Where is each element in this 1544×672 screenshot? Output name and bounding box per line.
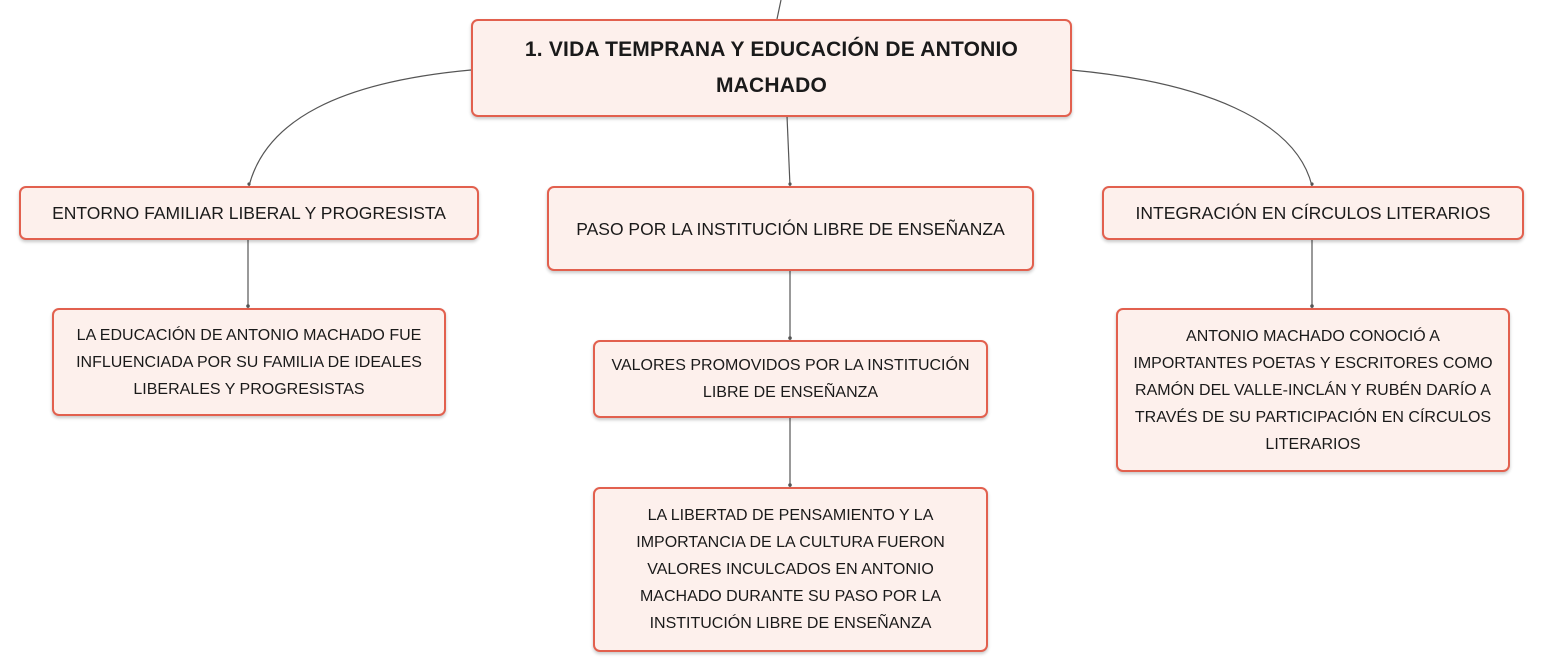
subtopic-educacion-familia[interactable]: [52, 308, 446, 416]
connector-root-to-paso: [787, 116, 790, 186]
topic-entorno-familiar-label: ENTORNO FAMILIAR LIBERAL Y PROGRESISTA: [52, 203, 446, 223]
subtopic-libertad-pensamiento-label: LA LIBERTAD DE PENSAMIENTO Y LA IMPORTANCIA DE LA CULTURA FUERON VALORES INCULCADOS EN ANTONIO MACHADO DURANTE SU PASO POR LA INSTITUCIÓN LIBRE DE ENSEÑANZA: [636, 507, 945, 632]
connector-root-to-integracion: [1071, 70, 1312, 186]
topic-institucion-libre[interactable]: [547, 186, 1034, 271]
connector-parent-to-root: [777, 0, 781, 19]
subtopic-valores-promovidos[interactable]: [593, 340, 988, 418]
connector-root-to-entorno: [249, 70, 471, 186]
subtopic-libertad-pensamiento[interactable]: [593, 487, 988, 652]
root-topic-label: 1. VIDA TEMPRANA Y EDUCACIÓN DE ANTONIO MACHADO: [524, 38, 1019, 97]
root-topic[interactable]: [471, 19, 1072, 117]
topic-circulos-literarios[interactable]: [1102, 186, 1524, 240]
topic-entorno-familiar[interactable]: [19, 186, 479, 240]
subtopic-educacion-familia-label: LA EDUCACIÓN DE ANTONIO MACHADO FUE INFLUENCIADA POR SU FAMILIA DE IDEALES LIBERALES Y PROGRESISTAS: [76, 326, 422, 398]
subtopic-poetas-escritores[interactable]: [1116, 308, 1510, 472]
topic-institucion-libre-label: PASO POR LA INSTITUCIÓN LIBRE DE ENSEÑANZA: [576, 218, 1005, 239]
subtopic-poetas-escritores-label: ANTONIO MACHADO CONOCIÓ A IMPORTANTES POETAS Y ESCRITORES COMO RAMÓN DEL VALLE-INCLÁN Y RUBÉN DARÍO A TRAVÉS DE SU PARTICIPACIÓN EN CÍRCULOS LITERARIOS: [1133, 327, 1493, 453]
subtopic-valores-promovidos-label: VALORES PROMOVIDOS POR LA INSTITUCIÓN LIBRE DE ENSEÑANZA: [611, 357, 970, 401]
topic-circulos-literarios-label: INTEGRACIÓN EN CÍRCULOS LITERARIOS: [1135, 203, 1491, 223]
